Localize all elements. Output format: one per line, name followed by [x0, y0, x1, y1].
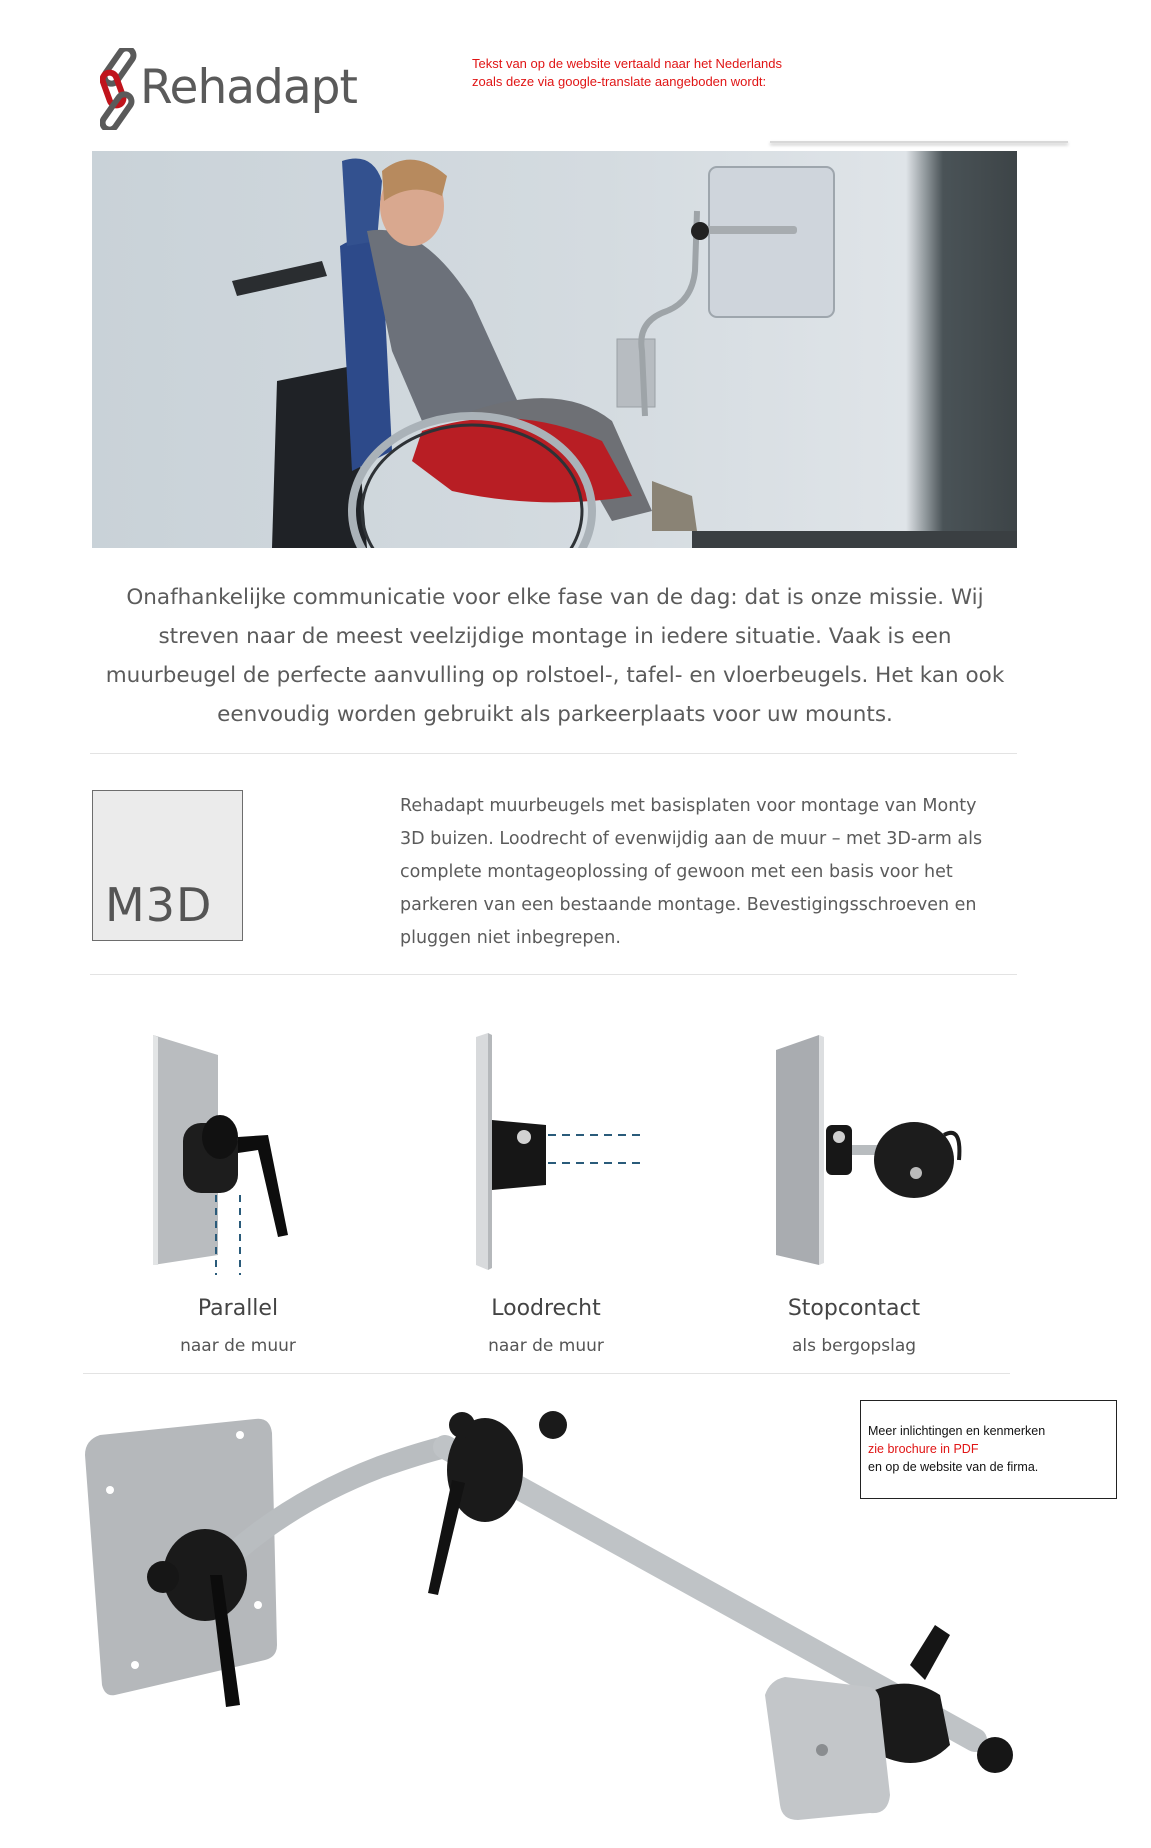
variant-title: Stopcontact [787, 1296, 921, 1321]
intro-paragraph: Onafhankelijke communicatie voor elke fase van de dag: dat is onze missie. Wij streven naar de meest veelzijdige montage in iedere situatie. Vaak is een muurbeugel de perfecte aanvulling op rolstoel-, tafel- en vloerbeugels. Het kan ook eenvoudig worden gebruikt als parkeerplaats voor uw mounts. [105, 585, 1005, 727]
variant-loodrecht [396, 1025, 696, 1357]
perpendicular-mount-image [396, 1025, 696, 1275]
variant-stopcontact [704, 1025, 1004, 1357]
header-divider [770, 141, 1068, 143]
variant-subtitle: naar de muur [180, 1336, 296, 1356]
hero-photo [92, 151, 1017, 548]
info-note-line-3: en op de website van de firma. [868, 1460, 1039, 1474]
section-divider-3 [83, 1373, 1010, 1374]
hero-illustration [92, 151, 1017, 548]
product-description: Rehadapt muurbeugels met basisplaten voor montage van Monty 3D buizen. Loodrecht of evenwijdig aan de muur – met 3D-arm als complete montageoplossing of gewoon met een basis voor het parkeren van een bestaande montage. Bevestigingsschroeven en pluggen niet inbegrepen. [400, 796, 983, 948]
logo-wordmark: Rehadapt [140, 60, 357, 115]
variant-title: Loodrecht [491, 1296, 601, 1321]
m3d-badge-label: M3D [105, 878, 213, 932]
translation-note [472, 55, 782, 91]
info-note-line-1: Meer inlichtingen en kenmerken [868, 1424, 1046, 1438]
variant-title: Parallel [197, 1296, 279, 1321]
variant-subtitle: als bergopslag [791, 1336, 917, 1356]
section-divider-2 [90, 974, 1017, 975]
chain-link-icon [100, 48, 144, 130]
brochure-pdf-link[interactable]: zie brochure in PDF [868, 1442, 979, 1456]
translation-note-line-1: Tekst van op de website vertaald naar het Nederlands [472, 56, 783, 71]
m3d-badge [92, 790, 243, 941]
rehadapt-logo[interactable] [100, 48, 370, 130]
translation-note-line-2: zoals deze via google-translate aangeboden wordt: [472, 74, 767, 89]
section-divider-1 [90, 753, 1017, 754]
variant-subtitle: naar de muur [488, 1336, 604, 1356]
info-note-box [860, 1400, 1117, 1499]
storage-mount-image [704, 1025, 1004, 1275]
variant-parallel [88, 1025, 388, 1357]
parallel-mount-image [88, 1025, 388, 1275]
